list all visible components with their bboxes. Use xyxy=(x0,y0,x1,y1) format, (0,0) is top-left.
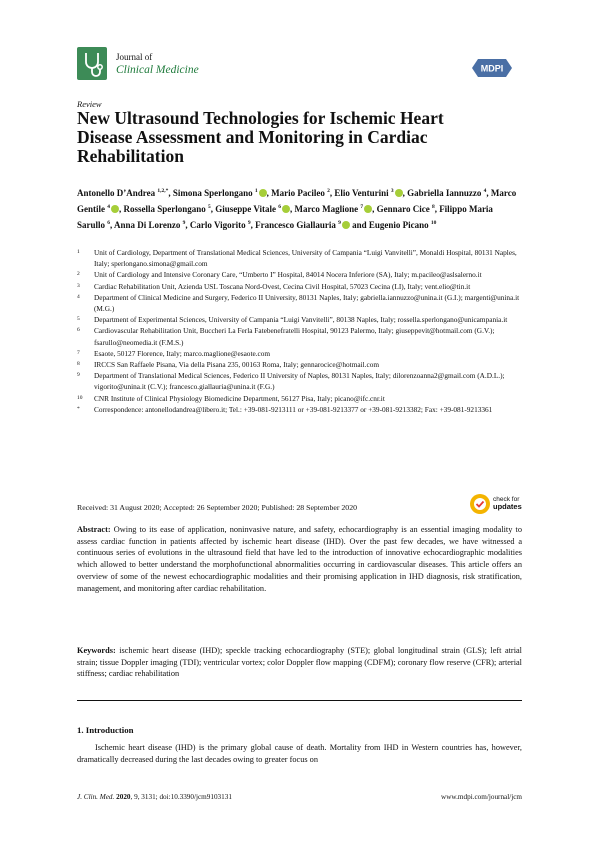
orcid-icon[interactable] xyxy=(364,205,372,213)
author-affiliation-sup: 2 xyxy=(327,188,330,194)
affiliation-text: Department of Experimental Sciences, University of Campania “Luigi Vanvitelli”, 80138 Naples, Italy; rossella.sperlongano@unicampania.it xyxy=(94,315,508,325)
author-affiliation-sup: 1 xyxy=(254,188,258,194)
footer-year: 2020 xyxy=(116,793,131,801)
footer-journal-abbrev: J. Clin. Med. xyxy=(77,793,115,801)
orcid-icon[interactable] xyxy=(259,189,267,197)
affiliation-item xyxy=(77,348,522,359)
abstract-text: Owing to its ease of application, noninvasive nature, and safety, echocardiography is an essential imaging modality to assess cardiac function in patients affected by ischemic heart disease (IHD). Over the past few decades, we have witnessed a continuous series of evolutions in the ultrasound field that have led to the introduction of innovative echocardiographic modalities which allowed to better understand the morphofunctional abnormalities occurring in cardiovascular diseases. This article offers an overview of some of the newest echocardiographic modalities and their promising application in IHD diagnosis, risk stratification, management, and monitoring after cardiac rehabilitation. xyxy=(77,525,522,593)
author-affiliation-sup: 8 xyxy=(431,204,435,211)
orcid-icon[interactable] xyxy=(111,205,119,213)
affiliation-number: 2 xyxy=(77,271,80,278)
orcid-icon[interactable] xyxy=(342,221,350,229)
affiliation-text: Unit of Cardiology and Intensive Coronary Care, “Umberto I” Hospital, 84014 Nocera Inferiore (SA), Italy; m.pacileo@aslsalerno.it xyxy=(94,270,482,280)
affiliation-number: 3 xyxy=(77,282,80,289)
check-badge-line1: check for xyxy=(493,496,520,503)
affiliation-text: Cardiovascular Rehabilitation Unit, Buccheri La Ferla Fatebenefratelli Hospital, 90123 Palermo, Italy; giuseppevit@hotmail.com (G.V.); fsarullo@neomedia.it (F.M.S.) xyxy=(94,326,495,347)
affiliation-item xyxy=(77,325,522,347)
author-affiliation-sup: 5 xyxy=(208,204,211,211)
affiliation-item xyxy=(77,314,522,325)
author-name[interactable]: Gabriella Iannuzzo xyxy=(407,188,484,198)
divider xyxy=(77,700,522,701)
affiliation-item xyxy=(77,359,522,370)
affiliation-text: CNR Institute of Clinical Physiology Biomedicine Department, 56127 Pisa, Italy; picano@ifc.cnr.it xyxy=(94,393,385,403)
abstract xyxy=(77,524,522,594)
author-affiliation-sup: 1,2,* xyxy=(157,188,169,194)
affiliation-item xyxy=(77,247,522,269)
author-affiliation-sup: 9 xyxy=(247,220,251,227)
affiliation-text: Unit of Cardiology, Department of Translational Medical Sciences, University of Campania “Luigi Vanvitelli”, Monaldi Hospital, 80131 Naples, Italy; sperlongano.simona@gmail.com xyxy=(94,248,517,269)
affiliation-item xyxy=(77,404,522,415)
author-name[interactable]: Francesco Giallauria xyxy=(255,220,339,231)
abstract-label: Abstract: xyxy=(77,525,111,534)
publication-dates: Received: 31 August 2020; Accepted: 26 September 2020; Published: 28 September 2020 xyxy=(77,503,357,512)
affiliation-list xyxy=(77,247,522,415)
author-affiliation-sup: 7 xyxy=(360,204,364,211)
author-name[interactable]: Gennaro Cice xyxy=(376,204,432,215)
affiliation-text: IRCCS San Raffaele Pisana, Via della Pisana 235, 00163 Roma, Italy; gennarocice@hotmail.com xyxy=(94,360,380,370)
affiliation-number: 6 xyxy=(77,327,80,334)
author-affiliation-sup: 6 xyxy=(278,204,282,211)
author-affiliation-sup: 9 xyxy=(338,220,341,227)
affiliation-number: 9 xyxy=(77,372,80,379)
footer-volume: , 9, 3131; doi:10.3390/jcm9103131 xyxy=(130,793,232,801)
affiliation-item xyxy=(77,281,522,292)
journal-name: Clinical Medicine xyxy=(116,64,199,76)
journal-of-label: Journal of xyxy=(116,52,153,62)
affiliation-number: 10 xyxy=(77,394,83,401)
author-affiliation-sup: 9 xyxy=(182,220,186,227)
affiliation-number: 8 xyxy=(77,361,80,368)
author-affiliation-sup: 3 xyxy=(390,188,394,194)
section-heading: 1. Introduction xyxy=(77,725,134,735)
orcid-icon[interactable] xyxy=(395,189,403,197)
author-name[interactable]: Marco Gentile xyxy=(77,188,517,215)
affiliation-number: 7 xyxy=(77,349,80,356)
author-name[interactable]: Marco Maglione xyxy=(294,204,361,215)
keywords-label: Keywords: xyxy=(77,646,116,655)
intro-paragraph: Ischemic heart disease (IHD) is the primary global cause of death. Mortality from IHD in Western countries has, however, dramatically decreased during the last decades owing to greater focus on xyxy=(77,743,522,764)
affiliation-item xyxy=(77,269,522,280)
author-name[interactable]: Antonello D’Andrea xyxy=(77,188,158,198)
author-name[interactable]: Eugenio Picano xyxy=(368,220,431,231)
affiliation-text: Esaote, 50127 Florence, Italy; marco.maglione@esaote.com xyxy=(94,348,271,358)
article-title: New Ultrasound Technologies for Ischemic Heart Disease Assessment and Monitoring in Cardiac Rehabilitation xyxy=(77,108,444,166)
affiliation-item xyxy=(77,393,522,404)
affiliation-text: Department of Clinical Medicine and Surgery, Federico II University, 80131 Naples, Italy; gabriella.iannuzzo@unina.it (G.I.); margenti@unina.it (M.G.) xyxy=(94,292,520,314)
orcid-icon[interactable] xyxy=(282,205,290,213)
footer-url-link[interactable]: www.mdpi.com/journal/jcm xyxy=(441,793,522,801)
affiliation-text: Cardiac Rehabilitation Unit, Azienda USL Toscana Nord-Ovest, Cecina Civil Hospital, 57023 Cecina (LI), Italy; vent.elio@tin.it xyxy=(94,281,471,291)
article-type: Review xyxy=(77,99,102,109)
affiliation-text: Department of Translational Medical Sciences, Federico II University of Naples, 80131 Naples, Italy; dilorenzoanna2@gmail.com (A.D.L.); vigorito@unina.it (C.V.); francesco.giallauria@unina.it (F.G.) xyxy=(94,371,505,392)
affiliation-number: 4 xyxy=(77,293,80,300)
author-name[interactable]: Filippo Maria Sarullo xyxy=(77,204,493,231)
author-affiliation-sup: 4 xyxy=(483,188,487,194)
author-name[interactable]: Mario Pacileo xyxy=(271,188,328,198)
affiliation-text: Correspondence: antonellodandrea@libero.it; Tel.: +39-081-9213111 or +39-081-9213377 or +39-081-9213382; Fax: +39-081-9213361 xyxy=(94,404,493,414)
svg-text:MDPI: MDPI xyxy=(480,63,504,74)
author-affiliation-sup: 6 xyxy=(107,220,111,227)
journal-logo-icon xyxy=(77,47,107,80)
affiliation-item xyxy=(77,292,522,314)
author-affiliation-sup: 10 xyxy=(430,220,437,227)
affiliation-number: 1 xyxy=(77,249,80,255)
author-name[interactable]: Anna Di Lorenzo xyxy=(114,220,183,231)
author-name[interactable]: Simona Sperlongano xyxy=(172,188,255,198)
author-name[interactable]: Rossella Sperlongano xyxy=(123,204,209,215)
check-for-updates-button[interactable] xyxy=(469,491,521,517)
author-name[interactable]: Giuseppe Vitale xyxy=(215,204,279,215)
author-name[interactable]: Elio Venturini xyxy=(334,188,391,198)
author-affiliation-sup: 4 xyxy=(107,204,110,211)
keywords-text: ischemic heart disease (IHD); speckle tracking echocardiography (STE); global longitudinal strain (GLS); left atrial strain; tissue Doppler imaging (TDI); ventricular vortex; color Doppler flow mapping (CDFM); coronary flow reserve (CFR); arterial stiffness; cardiac rehabilitation xyxy=(77,646,522,679)
affiliation-number: * xyxy=(77,405,80,412)
keywords xyxy=(77,645,522,680)
affiliation-item xyxy=(77,370,522,392)
check-badge-line2: updates xyxy=(493,502,522,511)
affiliation-number: 5 xyxy=(77,316,80,323)
author-name[interactable]: Carlo Vigorito xyxy=(189,220,248,231)
footer-citation xyxy=(77,793,232,801)
mdpi-logo-icon xyxy=(471,57,513,79)
author-list: Antonello D’Andrea $^{1,2,*}$, Simona Sperlongano $^1$ , Mario Pacileo $^2$, Elio Venturini $^3$ , Gabriella Iannuzzo $^4$, Marco Gentile $^4$ , Rossella Sperlongano $^5$, Giuseppe Vitale $^6$ , Marco Maglione $^7$ , Gennaro Cice $^8$, Filippo Maria Sarullo $^6$, Anna Di Lorenzo $^9$, Carlo Vigorito $^9$, Francesco Giallauria $^9$ and Eugenio Picano $^{10}$ xyxy=(77,188,517,231)
